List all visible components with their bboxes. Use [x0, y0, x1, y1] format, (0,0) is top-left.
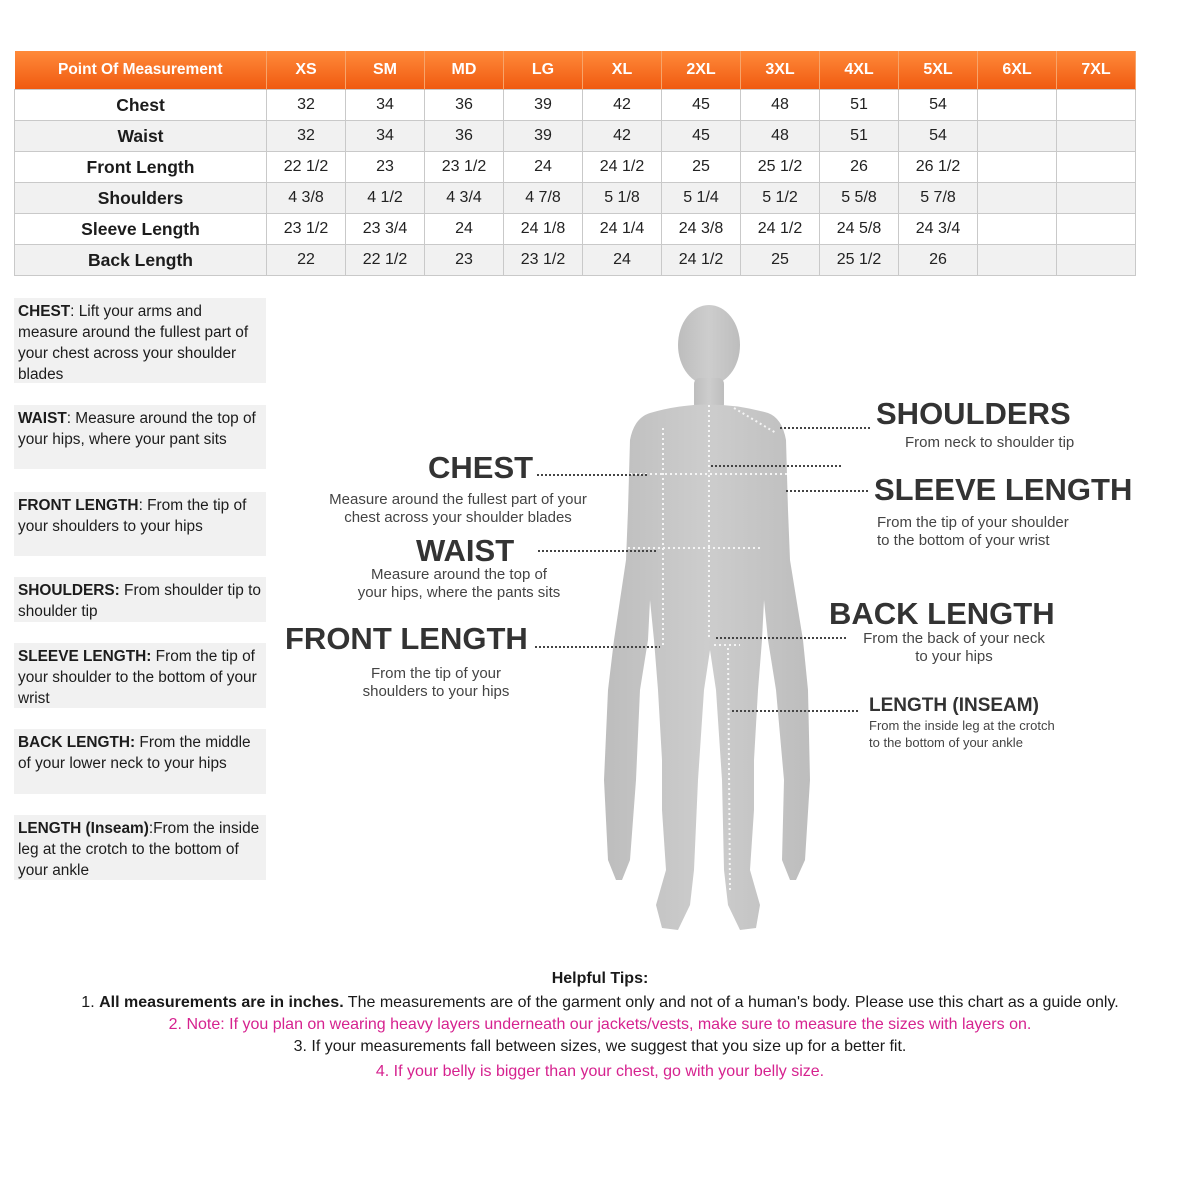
table-cell: 24 [504, 152, 583, 183]
table-row [15, 214, 1136, 245]
table-cell [1057, 121, 1136, 152]
definition-front-length [14, 492, 266, 556]
label-inseam: LENGTH (INSEAM) [869, 695, 1039, 716]
table-cell: 4 3/4 [425, 183, 504, 214]
table-cell [1057, 183, 1136, 214]
table-cell [978, 90, 1057, 121]
table-cell: 45 [662, 121, 741, 152]
label-waist: WAIST [416, 533, 515, 568]
table-cell: 5 1/2 [741, 183, 820, 214]
row-label: Waist [15, 121, 267, 152]
tip-1 [0, 992, 1200, 1014]
size-header: 4XL [820, 51, 899, 90]
table-cell: 23 1/2 [267, 214, 346, 245]
size-table-body [15, 90, 1136, 276]
label-shoulders: SHOULDERS [876, 396, 1071, 431]
table-cell: 42 [583, 90, 662, 121]
table-cell: 24 1/2 [741, 214, 820, 245]
table-cell: 22 1/2 [346, 245, 425, 276]
table-cell: 22 [267, 245, 346, 276]
table-cell: 5 5/8 [820, 183, 899, 214]
size-chart-table [14, 51, 1136, 276]
definition-text: From the middle of your lower neck to your hips [18, 734, 251, 772]
label-back-length: BACK LENGTH [829, 596, 1055, 631]
table-cell [978, 152, 1057, 183]
table-cell: 42 [583, 121, 662, 152]
label-chest: CHEST [428, 450, 534, 485]
table-cell: 26 1/2 [899, 152, 978, 183]
table-cell: 5 1/8 [583, 183, 662, 214]
table-cell: 24 3/4 [899, 214, 978, 245]
label-chest-desc-line: Measure around the fullest part of your [329, 491, 587, 508]
row-label: Chest [15, 90, 267, 121]
size-header: SM [346, 51, 425, 90]
size-header: 3XL [741, 51, 820, 90]
table-cell: 24 1/2 [583, 152, 662, 183]
tip-2: 2. Note: If you plan on wearing heavy layers underneath our jackets/vests, make sure to measure the sizes with layers on. [168, 1016, 1032, 1033]
definition-chest [14, 298, 266, 383]
table-row [15, 245, 1136, 276]
row-label: Sleeve Length [15, 214, 267, 245]
definition-text: Measure around the top of your hips, where your pant sits [18, 410, 256, 448]
body-measure-lines [628, 405, 788, 890]
definition-inseam [14, 815, 266, 880]
tips-heading: Helpful Tips: [551, 970, 649, 987]
definition-text: From shoulder tip to shoulder tip [18, 582, 261, 620]
label-chest-desc [300, 491, 616, 527]
size-header: 2XL [662, 51, 741, 90]
tip-1-bold: All measurements are in inches. [99, 994, 344, 1011]
definition-text: Lift your arms and measure around the fullest part of your chest across your shoulder blades [18, 303, 249, 383]
table-cell [1057, 245, 1136, 276]
definition-waist [14, 405, 266, 469]
table-cell: 24 5/8 [820, 214, 899, 245]
label-sleeve-length: SLEEVE LENGTH [874, 472, 1133, 507]
table-cell [978, 245, 1057, 276]
definition-term: BACK LENGTH: [18, 734, 136, 751]
table-cell: 34 [346, 121, 425, 152]
table-cell: 24 3/8 [662, 214, 741, 245]
table-cell: 51 [820, 90, 899, 121]
size-header: MD [425, 51, 504, 90]
table-cell [1057, 90, 1136, 121]
definition-term: SHOULDERS: [18, 582, 120, 599]
table-cell [1057, 214, 1136, 245]
table-cell [978, 121, 1057, 152]
label-front-length-desc [336, 665, 536, 701]
helpful-tips [0, 968, 1200, 1083]
table-cell: 23 [425, 245, 504, 276]
definition-back-length [14, 729, 266, 794]
leader-lines [535, 428, 872, 711]
human-silhouette [604, 305, 810, 930]
table-cell: 54 [899, 121, 978, 152]
table-cell: 4 3/8 [267, 183, 346, 214]
size-header: XL [583, 51, 662, 90]
size-header: 5XL [899, 51, 978, 90]
definition-term: LENGTH (Inseam) [18, 820, 149, 837]
tip-4: 4. If your belly is bigger than your chest, go with your belly size. [375, 1063, 825, 1080]
table-cell: 48 [741, 121, 820, 152]
table-cell: 36 [425, 121, 504, 152]
table-cell: 26 [899, 245, 978, 276]
table-cell: 51 [820, 121, 899, 152]
definition-sleeve-length [14, 643, 266, 708]
row-label: Front Length [15, 152, 267, 183]
label-waist-desc [330, 566, 588, 602]
label-inseam-desc-line: From the inside leg at the crotch [869, 718, 1055, 733]
size-header: LG [504, 51, 583, 90]
size-header: XS [267, 51, 346, 90]
table-cell: 32 [267, 90, 346, 121]
size-header-row [15, 51, 1136, 90]
definition-sep: : [138, 497, 143, 514]
table-cell: 32 [267, 121, 346, 152]
table-cell: 23 1/2 [425, 152, 504, 183]
tip-3: 3. If your measurements fall between sizes, we suggest that you size up for a better fit. [293, 1038, 907, 1055]
table-cell: 54 [899, 90, 978, 121]
table-cell: 45 [662, 90, 741, 121]
label-back-length-desc-line: From the back of your neck [863, 630, 1045, 647]
table-cell: 39 [504, 90, 583, 121]
definition-shoulders [14, 577, 266, 622]
label-chest-desc-line: chest across your shoulder blades [344, 509, 572, 526]
table-row [15, 121, 1136, 152]
table-cell [978, 183, 1057, 214]
table-cell: 26 [820, 152, 899, 183]
row-label: Shoulders [15, 183, 267, 214]
table-row [15, 183, 1136, 214]
label-front-length-desc-line: From the tip of your [370, 665, 502, 682]
label-back-length-desc [850, 630, 1058, 666]
label-inseam-desc [869, 717, 1055, 751]
table-cell: 36 [425, 90, 504, 121]
table-cell: 24 [425, 214, 504, 245]
table-cell: 24 [583, 245, 662, 276]
label-waist-desc-line: Measure around the top of [371, 566, 547, 583]
definition-sep: : [148, 820, 154, 837]
tip-1-rest: The measurements are of the garment only and not of a human's body. Please use this chart as a guide only. [343, 994, 1119, 1011]
table-cell [978, 214, 1057, 245]
label-shoulders-desc: From neck to shoulder tip [905, 434, 1075, 451]
table-cell: 4 1/2 [346, 183, 425, 214]
table-cell [1057, 152, 1136, 183]
table-cell: 23 3/4 [346, 214, 425, 245]
table-cell: 24 1/4 [583, 214, 662, 245]
definition-text: From the tip of your shoulder to the bottom of your wrist [18, 648, 257, 707]
table-cell: 4 7/8 [504, 183, 583, 214]
definition-term: CHEST [18, 303, 71, 320]
size-header: 7XL [1057, 51, 1136, 90]
table-cell: 5 7/8 [899, 183, 978, 214]
label-front-length: FRONT LENGTH [285, 621, 528, 656]
label-sleeve-length-desc [877, 514, 1069, 550]
definition-sep: : [70, 303, 75, 320]
header-point-of-measurement: Point Of Measurement [15, 51, 267, 90]
label-waist-desc-line: your hips, where the pants sits [357, 584, 561, 601]
table-cell: 24 1/8 [504, 214, 583, 245]
table-cell: 25 1/2 [820, 245, 899, 276]
size-header: 6XL [978, 51, 1057, 90]
table-cell: 34 [346, 90, 425, 121]
tip-1-prefix: 1. [81, 994, 100, 1011]
definition-term: FRONT LENGTH [18, 497, 139, 514]
table-cell: 48 [741, 90, 820, 121]
table-cell: 25 [662, 152, 741, 183]
label-inseam-desc-line: to the bottom of your ankle [869, 735, 1023, 750]
table-cell: 25 1/2 [741, 152, 820, 183]
table-cell: 22 1/2 [267, 152, 346, 183]
label-sleeve-length-desc-line: to the bottom of your wrist [877, 532, 1050, 549]
label-front-length-desc-line: shoulders to your hips [362, 683, 510, 700]
table-cell: 25 [741, 245, 820, 276]
definition-text: From the tip of your shoulders to your hips [18, 497, 247, 535]
label-back-length-desc-line: to your hips [915, 648, 993, 665]
table-row [15, 90, 1136, 121]
table-cell: 5 1/4 [662, 183, 741, 214]
label-sleeve-length-desc-line: From the tip of your shoulder [877, 514, 1069, 531]
definition-term: SLEEVE LENGTH: [18, 648, 152, 665]
table-cell: 24 1/2 [662, 245, 741, 276]
definition-term: WAIST [18, 410, 67, 427]
table-row [15, 152, 1136, 183]
table-cell: 23 [346, 152, 425, 183]
definition-text: From the inside leg at the crotch to the bottom of your ankle [18, 820, 260, 879]
table-cell: 23 1/2 [504, 245, 583, 276]
table-cell: 39 [504, 121, 583, 152]
definition-sep: : [66, 410, 72, 427]
row-label: Back Length [15, 245, 267, 276]
